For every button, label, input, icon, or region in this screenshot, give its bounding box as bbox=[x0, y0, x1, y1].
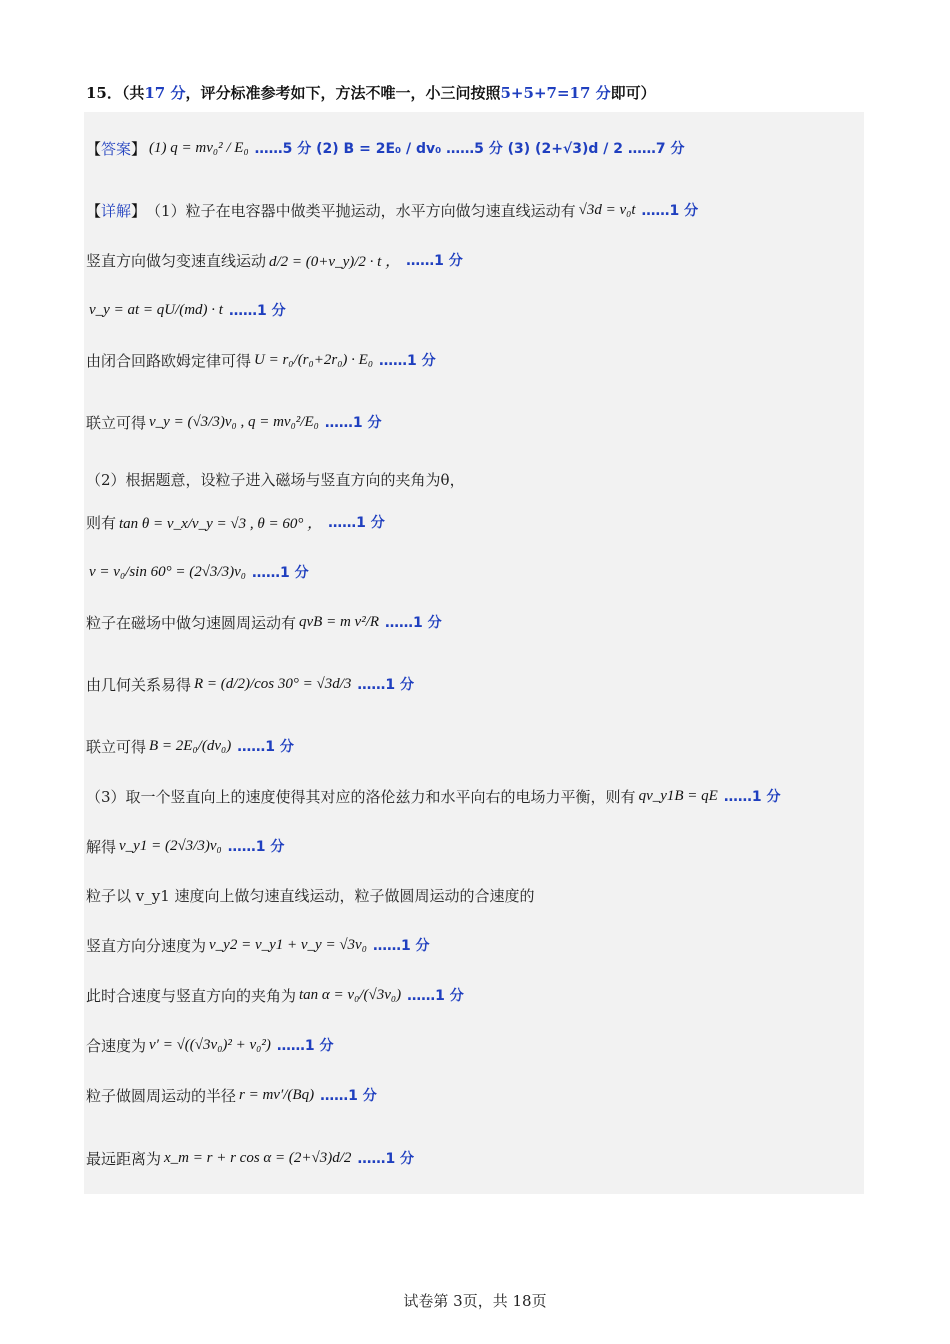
heading-total-score: 17 分 bbox=[144, 84, 186, 102]
solution-line-7: 则有 tan θ = v_x/v_y = √3 , θ = 60° ， ……1 分 bbox=[86, 513, 385, 532]
solution-line-19: 最远距离为 x_m = r + r cos α = (2+√3)d/2 ……1 分 bbox=[86, 1149, 415, 1168]
answer-formula: (1) q = mv₀² / E₀ bbox=[149, 139, 249, 156]
solution-line-1: 【 详解 】 （1）粒子在电容器中做类平抛运动，水平方向做匀速直线运动有 √3d = v₀t ……1 分 bbox=[86, 201, 699, 220]
answer-label: 答案 bbox=[101, 139, 132, 158]
solution-line-15: 竖直方向分速度为 v_y2 = v_y1 + v_y = √3v₀ ……1 分 bbox=[86, 936, 430, 955]
solution-line-8: v = v₀/sin 60° = (2√3/3)v₀ ……1 分 bbox=[89, 563, 309, 581]
solution-line-10: 由几何关系易得 R = (d/2)/cos 30° = √3d/3 ……1 分 bbox=[86, 675, 415, 694]
solution-line-2: 竖直方向做匀变速直线运动 d/2 = (0+v_y)/2 · t ， ……1 分 bbox=[86, 251, 463, 270]
solution-line-4: 由闭合回路欧姆定律可得 U = r₀/(r₀+2r₀) · E₀ ……1 分 bbox=[86, 351, 436, 370]
answer-line: 【 答案 】 (1) q = mv₀² / E₀ ……5 分 (2) B = 2E₀ / dv₀ ……5 分 (3) (2+√3)d / 2 ……7 分 bbox=[86, 139, 685, 158]
heading-score-breakdown: 5+5+7=17 分 bbox=[500, 84, 611, 102]
heading-prefix: 15．（共 bbox=[86, 84, 145, 102]
heading-middle: ，评分标准参考如下，方法不唯一，小三问按照 bbox=[185, 84, 501, 102]
solution-line-12: （3）取一个竖直向上的速度使得其对应的洛伦兹力和水平向右的电场力平衡，则有 qv_y1B = qE ……1 分 bbox=[86, 787, 781, 806]
solution-line-5: 联立可得 v_y = (√3/3)v₀ , q = mv₀²/E₀ ……1 分 bbox=[86, 413, 382, 432]
solution-line-13: 解得 v_y1 = (2√3/3)v₀ ……1 分 bbox=[86, 837, 285, 856]
solution-line-6: （2）根据题意，设粒子进入磁场与竖直方向的夹角为θ， bbox=[86, 470, 465, 489]
solution-line-16: 此时合速度与竖直方向的夹角为 tan α = v₀/(√3v₀) ……1 分 bbox=[86, 986, 464, 1005]
solution-line-14: 粒子以 v_y1 速度向上做匀速直线运动，粒子做圆周运动的合速度的 bbox=[86, 886, 535, 905]
detail-label: 详解 bbox=[101, 201, 132, 220]
page-footer: 试卷第 3页，共 18页 bbox=[403, 1292, 547, 1310]
question-heading bbox=[86, 82, 656, 103]
solution-line-9: 粒子在磁场中做匀速圆周运动有 qvB = m v²/R ……1 分 bbox=[86, 613, 442, 632]
heading-suffix: 即可） bbox=[610, 84, 656, 102]
answer-points: ……5 分 (2) B = 2E₀ / dv₀ ……5 分 (3) (2+√3)d / 2 ……7 分 bbox=[254, 141, 685, 157]
solution-line-3: v_y = at = qU/(md) · t ……1 分 bbox=[89, 301, 286, 319]
solution-line-17: 合速度为 v′ = √((√3v₀)² + v₀²) ……1 分 bbox=[86, 1036, 334, 1055]
solution-line-18: 粒子做圆周运动的半径 r = mv′/(Bq) ……1 分 bbox=[86, 1086, 377, 1105]
solution-line-11: 联立可得 B = 2E₀/(dv₀) ……1 分 bbox=[86, 737, 294, 756]
